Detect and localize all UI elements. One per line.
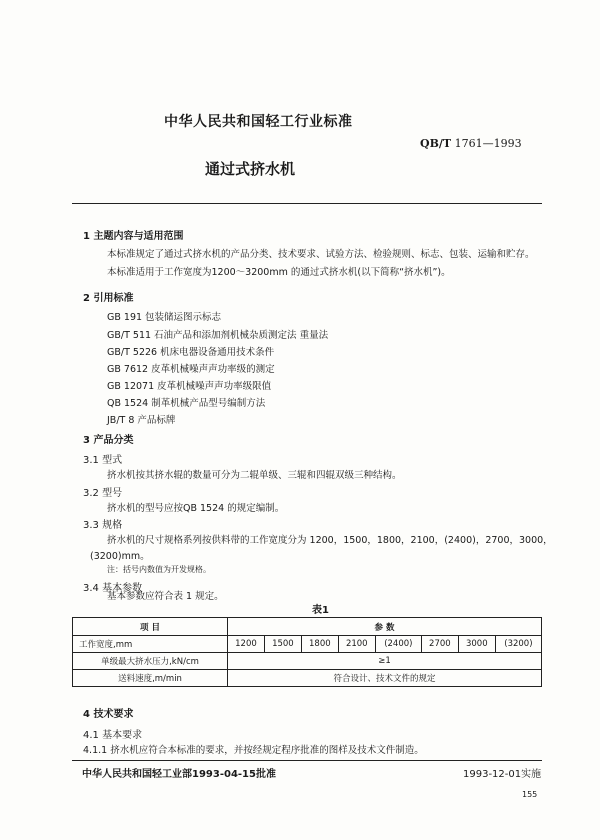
section-3-4-heading: 3.4 基本参数 [83, 583, 143, 594]
section-4-1-heading: 4.1 基本要求 [83, 730, 143, 741]
section-4-1-1-text: 4.1.1 挤水机应符合本标准的要求，并按经规定程序批准的图样及技术文件制造。 [83, 745, 424, 756]
section-3-1-heading: 3.1 型式 [83, 455, 123, 466]
table-row [73, 670, 542, 687]
header-divider [72, 203, 542, 204]
reference-item: QB 1524 制革机械产品型号编制方法 [107, 398, 266, 409]
section-1-heading: 1 主题内容与适用范围 [83, 231, 184, 242]
section-3-3-heading: 3.3 规格 [83, 520, 123, 531]
table-header-params: 参 数 [228, 618, 542, 636]
page-number: 155 [522, 790, 538, 799]
width-value: 1200 [228, 636, 265, 653]
section-3-4-text: 基本参数应符合表 1 规定。 [107, 591, 224, 602]
width-value: (3200) [495, 636, 541, 653]
table-row [73, 636, 542, 653]
reference-item: GB/T 5226 机床电器设备通用技术条件 [107, 347, 275, 358]
section-1-paragraph-1: 本标准规定了通过式挤水机的产品分类、技术要求、试验方法、检验规则、标志、包装、运输和贮存。 [107, 249, 535, 260]
parameter-table [72, 617, 542, 687]
section-3-3-text-line-2: (3200)mm。 [90, 551, 150, 562]
footer-divider [72, 760, 542, 761]
table-header-item: 项 目 [73, 618, 228, 636]
section-3-heading: 3 产品分类 [83, 435, 134, 446]
section-3-2-text: 挤水机的型号应按QB 1524 的规定编制。 [107, 503, 285, 514]
section-3-3-text-line-1: 挤水机的尺寸规格系列按供料带的工作宽度分为 1200，1500，1800，2100，(2400)，2700，3000， [107, 535, 553, 546]
table-row [73, 653, 542, 670]
reference-item: GB 12071 皮革机械噪声声功率级限值 [107, 381, 272, 392]
standard-org-title: 中华人民共和国轻工行业标准 [164, 114, 353, 130]
reference-item: JB/T 8 产品标牌 [107, 415, 176, 426]
width-value: 2700 [421, 636, 458, 653]
width-value: (2400) [375, 636, 421, 653]
pressure-value: ≥1 [228, 653, 542, 670]
section-3-3-note: 注：括号内数值为开发规格。 [107, 565, 211, 574]
standard-code [420, 137, 522, 150]
section-2-heading: 2 引用标准 [83, 293, 134, 304]
section-3-2-heading: 3.2 型号 [83, 488, 123, 499]
speed-value: 符合设计、技术文件的规定 [228, 670, 542, 687]
section-3-1-text: 挤水机按其挤水辊的数量可分为二辊单级、三辊和四辊双级三种结构。 [107, 470, 402, 481]
standard-prefix: QB/T [420, 137, 452, 150]
row-label-pressure: 单级最大挤水压力,kN/cm [73, 653, 228, 670]
row-label-speed: 送料速度,m/min [73, 670, 228, 687]
implementation-date: 1993-12-01实施 [463, 769, 542, 780]
width-value: 3000 [458, 636, 495, 653]
section-4-heading: 4 技术要求 [83, 709, 134, 720]
reference-item: GB 7612 皮革机械噪声声功率级的测定 [107, 364, 275, 375]
width-value: 1500 [264, 636, 301, 653]
width-value: 1800 [301, 636, 338, 653]
section-1-paragraph-2: 本标准适用于工作宽度为1200～3200mm 的通过式挤水机(以下简称“挤水机”)。 [107, 267, 451, 278]
reference-item: GB 191 包装储运图示标志 [107, 312, 222, 323]
reference-item: GB/T 511 石油产品和添加剂机械杂质测定法 重量法 [107, 330, 329, 341]
table-1-caption: 表1 [312, 605, 329, 616]
table-header-row [73, 618, 542, 636]
document-title: 通过式挤水机 [205, 160, 296, 178]
approval-line: 中华人民共和国轻工业部1993-04-15批准 [82, 769, 276, 780]
width-value: 2100 [338, 636, 375, 653]
row-label-width: 工作宽度,mm [73, 636, 228, 653]
standard-number: 1761—1993 [454, 137, 522, 150]
